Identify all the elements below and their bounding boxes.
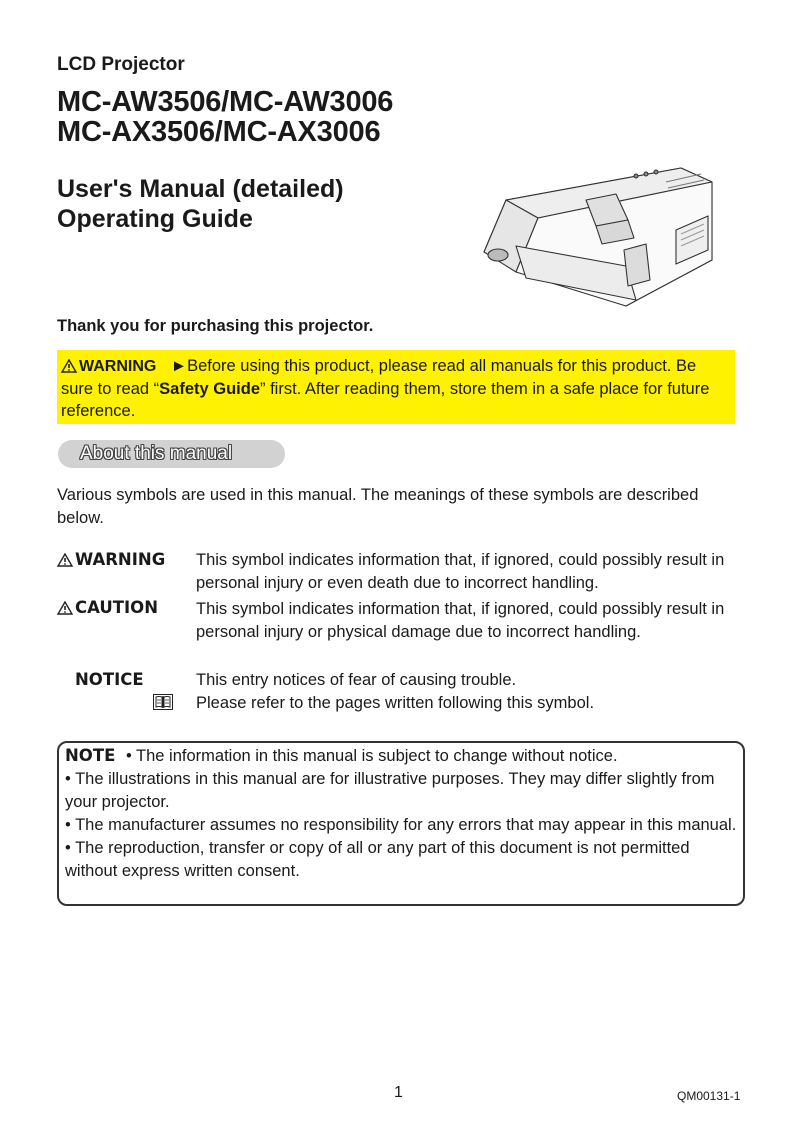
- projector-illustration: [476, 160, 721, 310]
- book-icon: [153, 694, 173, 710]
- title-line-1: User's Manual (detailed): [57, 175, 344, 203]
- note-item-4: • The reproduction, transfer or copy of all or any part of this document is not permitted without express written consent.: [65, 839, 690, 880]
- symbol-notice-label: NOTICE: [75, 670, 144, 689]
- symbol-caution-label-text: CAUTION: [75, 598, 158, 617]
- warning-box: [57, 350, 735, 424]
- symbol-warning-label-text: WARNING: [75, 550, 166, 569]
- symbol-book-description: Please refer to the pages written following this symbol.: [196, 694, 595, 712]
- note-item-2: • The illustrations in this manual are for illustrative purposes. They may differ slightly from your projector.: [65, 770, 715, 811]
- warning-text-before: ►Before using this product, please read all manuals for this product. Be sure to read “: [61, 357, 697, 398]
- symbol-warning-label: [57, 550, 165, 569]
- model-line-1: MC-AW3506/MC-AW3006: [57, 86, 394, 118]
- symbol-caution-label: [57, 598, 158, 617]
- about-heading: About this manual: [80, 443, 233, 464]
- note-label: NOTE: [65, 746, 116, 765]
- note-item-3: • The manufacturer assumes no responsibility for any errors that may appear in this manual.: [65, 816, 737, 834]
- caution-triangle-icon: [57, 601, 73, 615]
- warning-triangle-icon: [57, 553, 73, 567]
- doc-type-label: LCD Projector: [57, 54, 185, 75]
- warning-text-after: ” first. After reading them, store them in a safe place for future reference.: [61, 380, 710, 420]
- intro-text: Various symbols are used in this manual. The meanings of these symbols are described below.: [57, 486, 699, 527]
- warning-triangle-icon: [61, 359, 77, 373]
- page-number: 1: [394, 1084, 403, 1101]
- symbol-notice-description: This entry notices of fear of causing trouble.: [196, 671, 517, 689]
- safety-guide-text: Safety Guide: [159, 380, 261, 398]
- thank-you-text: Thank you for purchasing this projector.: [57, 317, 374, 335]
- model-line-2: MC-AX3506/MC-AX3006: [57, 116, 381, 148]
- symbol-caution-description: This symbol indicates information that, if ignored, could possibly result in personal injury or physical damage due to incorrect handling.: [196, 600, 725, 641]
- title-line-2: Operating Guide: [57, 205, 253, 233]
- warning-label: [61, 358, 161, 375]
- note-content: [65, 744, 741, 883]
- symbol-warning-description: This symbol indicates information that, if ignored, could possibly result in personal injury or even death due to incorrect handling.: [196, 551, 725, 592]
- warning-label-text: WARNING: [79, 358, 157, 375]
- note-item-1: • The information in this manual is subject to change without notice.: [125, 747, 618, 765]
- document-code: QM00131-1: [677, 1089, 741, 1103]
